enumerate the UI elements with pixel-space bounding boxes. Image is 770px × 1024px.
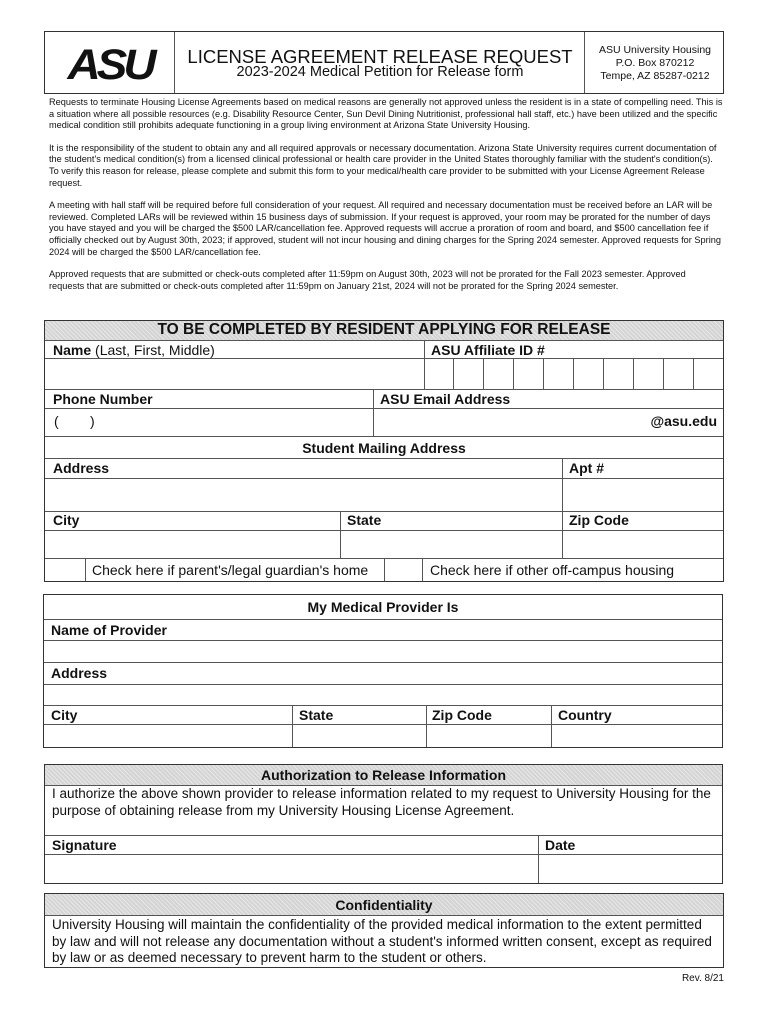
confidentiality-title: Confidentiality xyxy=(335,897,433,913)
intro-paragraph: Requests to terminate Housing License Agreements based on medical reasons are generally not approved unless the resident is in a state of compelling need. This is a situation where all possible resources (e.g. Disability Resource Center, Sun Devil Dining Nutritionist, professional hall staff, etc.) have been utilized and the specific medical condition still prohibits adequate functioning in a group living environment at Arizona State University Housing. xyxy=(49,97,723,131)
provider-address-label: Address xyxy=(51,665,108,681)
city-label: City xyxy=(53,512,80,528)
row-divider xyxy=(45,436,723,437)
date-field[interactable] xyxy=(539,855,722,883)
email-field[interactable] xyxy=(374,409,723,436)
name-field[interactable] xyxy=(46,359,423,389)
city-field[interactable] xyxy=(46,531,339,558)
provider-zip-label: Zip Code xyxy=(432,707,492,723)
provider-city-label: City xyxy=(51,707,78,723)
asu-logo xyxy=(62,44,158,86)
provider-state-field[interactable] xyxy=(293,725,425,747)
off-campus-checkbox[interactable] xyxy=(385,559,423,581)
id-digit-box[interactable] xyxy=(483,358,484,389)
provider-country-field[interactable] xyxy=(552,725,722,747)
id-digit-box[interactable] xyxy=(573,358,574,389)
authorization-text: I authorize the above shown provider to release information related to my request to University Housing for the purpose of obtaining release from my University Housing License Agreement. xyxy=(52,786,711,818)
parent-home-label: Check here if parent's/legal guardian's home xyxy=(92,562,369,578)
name-label xyxy=(53,342,215,358)
header-divider xyxy=(584,32,585,93)
row-divider xyxy=(44,705,722,706)
provider-name-label: Name of Provider xyxy=(51,622,167,638)
intro-paragraph: Approved requests that are submitted or check-outs completed after 11:59pm on August 30th, 2023 will not be prorated for the Fall 2023 semester. Approved requests that are submitted or check-outs completed after 11:59pm on January 21st, 2024 will not be prorated for the Spring 2024 semester. xyxy=(49,269,686,291)
address-line: P.O. Box 870212 xyxy=(615,57,695,69)
state-label: State xyxy=(347,512,382,528)
address-line: ASU University Housing xyxy=(598,44,712,56)
housing-address xyxy=(586,44,724,83)
id-digit-box[interactable] xyxy=(453,358,454,389)
zip-code-field[interactable] xyxy=(563,531,723,558)
phone-field[interactable] xyxy=(46,409,372,436)
signature-field[interactable] xyxy=(46,855,537,883)
id-digit-box[interactable] xyxy=(663,358,664,389)
provider-zip-field[interactable] xyxy=(427,725,550,747)
date-label: Date xyxy=(545,837,576,853)
form-subtitle: 2023-2024 Medical Petition for Release form xyxy=(236,64,524,80)
id-digit-box[interactable] xyxy=(543,358,544,389)
signature-label: Signature xyxy=(52,837,117,853)
affiliate-id-field[interactable] xyxy=(424,358,723,389)
intro-paragraph: It is the responsibility of the student to obtain any and all required approvals or necessary documentation. Arizona State University requires current documentation of the student's medical condition(s) from a licensed clinical professional or health care provider in the United States thoroughly familiar with the student's condition(s). To verify this reason for release, please complete and submit this form to your medical/health care provider to be submitted with your License Agreement Release request. xyxy=(49,142,717,188)
provider-section-title: My Medical Provider Is xyxy=(307,599,459,615)
zip-code-label: Zip Code xyxy=(569,512,629,528)
form-title: LICENSE AGREEMENT RELEASE REQUEST xyxy=(187,46,573,67)
authorization-title: Authorization to Release Information xyxy=(260,767,506,783)
email-domain: @asu.edu xyxy=(650,413,717,429)
provider-state-label: State xyxy=(299,707,334,723)
svg-text:ASU: ASU xyxy=(67,44,153,86)
row-divider xyxy=(45,340,723,341)
row-divider xyxy=(45,915,723,916)
address-label: Address xyxy=(53,460,110,476)
apt-field[interactable] xyxy=(563,479,723,511)
row-divider xyxy=(45,458,723,459)
id-digit-box[interactable] xyxy=(513,358,514,389)
parent-home-checkbox[interactable] xyxy=(46,559,86,581)
id-digit-box[interactable] xyxy=(633,358,634,389)
provider-name-field[interactable] xyxy=(45,641,722,662)
confidentiality-text: University Housing will maintain the confidentiality of the provided medical information to the extent permitted by law and will not release any documentation without a student's informed written consent, except as required by law or as deemed necessary to prevent harm to the student or others. xyxy=(52,917,712,965)
id-digit-box[interactable] xyxy=(693,358,694,389)
affiliate-id-label: ASU Affiliate ID # xyxy=(431,342,545,358)
intro-paragraph: A meeting with hall staff will be required before full consideration of your request. All required and necessary documentation must be received before an LAR will be reviewed. Completed LARs will be reviewed within 15 business days of submission. If your request is approved, your room may be prorated for the number of days you have stayed and you will be charged the $500 LAR/cancellation fee. Approved requests will accrue a proration of room and board, and $500 cancellation fee if officially checked out by August 30th, 2023; if approved, student will not incur housing and dining charges for the Spring 2024 semester. Approved requests for Spring 2024 will be charged the $500 LAR/cancellation fee. xyxy=(49,200,721,257)
asu-logo-mark xyxy=(62,44,158,86)
provider-address-field[interactable] xyxy=(45,685,722,705)
address-line: Tempe, AZ 85287-0212 xyxy=(600,70,710,82)
mailing-address-title: Student Mailing Address xyxy=(302,440,466,456)
provider-city-field[interactable] xyxy=(45,725,291,747)
apt-label: Apt # xyxy=(569,460,604,476)
email-label: ASU Email Address xyxy=(380,391,511,407)
name-label-text: Name xyxy=(53,342,92,358)
provider-country-label: Country xyxy=(558,707,612,723)
row-divider xyxy=(45,389,723,390)
row-divider xyxy=(44,619,722,620)
phone-paren-close: ) xyxy=(90,413,95,429)
off-campus-label: Check here if other off-campus housing xyxy=(430,562,675,578)
name-hint: (Last, First, Middle) xyxy=(95,342,215,358)
state-field[interactable] xyxy=(341,531,561,558)
phone-label: Phone Number xyxy=(53,391,153,407)
row-divider xyxy=(44,662,722,663)
phone-paren-open: ( xyxy=(54,413,59,429)
revision-note: Rev. 8/21 xyxy=(681,973,724,984)
resident-section-title: TO BE COMPLETED BY RESIDENT APPLYING FOR RELEASE xyxy=(157,321,611,338)
id-digit-box[interactable] xyxy=(603,358,604,389)
address-field[interactable] xyxy=(46,479,561,511)
row-divider xyxy=(45,835,722,836)
header-divider xyxy=(174,32,175,93)
intro-text xyxy=(49,97,723,292)
